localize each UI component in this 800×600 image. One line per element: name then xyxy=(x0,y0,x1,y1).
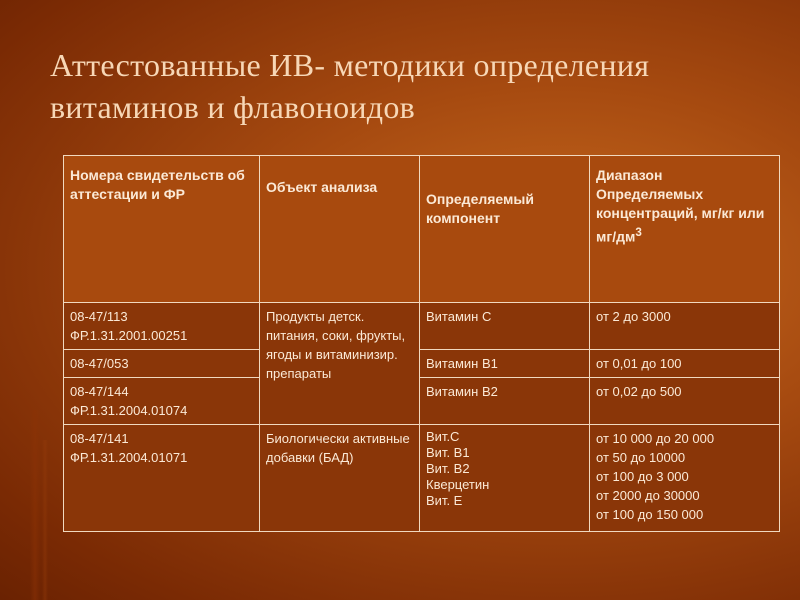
range-item: от 100 до 150 000 xyxy=(596,507,704,522)
certificate-number: 08-47/141 xyxy=(70,431,129,446)
header-certificate-numbers: Номера свидетельств об аттестации и ФР xyxy=(64,156,260,303)
table-row xyxy=(64,303,780,350)
range-list-cell xyxy=(590,425,780,532)
range-item: от 10 000 до 20 000 xyxy=(596,431,715,446)
header-range-superscript: 3 xyxy=(635,226,642,239)
header-analysis-object: Объект анализа xyxy=(260,156,420,303)
component-item: Вит. В2 xyxy=(426,461,470,476)
component-item: Кверцетин xyxy=(426,477,490,492)
component-item: Вит.С xyxy=(426,429,460,444)
decorative-stripe-2 xyxy=(42,440,48,600)
fr-number: ФР.1.31.2004.01074 xyxy=(70,403,188,418)
certificate-number: 08-47/144 xyxy=(70,384,129,399)
component-cell: Витамин С xyxy=(420,303,590,350)
analysis-object-cell: Биологически активные добавки (БАД) xyxy=(260,425,420,532)
range-cell: от 2 до 3000 xyxy=(590,303,780,350)
certificate-cell xyxy=(64,378,260,425)
component-cell: Витамин В2 xyxy=(420,378,590,425)
certificate-cell xyxy=(64,303,260,350)
decorative-stripe xyxy=(30,410,40,600)
header-component: Определяемый компонент xyxy=(420,156,590,303)
component-list-cell xyxy=(420,425,590,532)
analysis-object-cell: Продукты детск. питания, соки, фрукты, ягоды и витаминизир. препараты xyxy=(260,303,420,425)
header-concentration-range xyxy=(590,156,780,303)
table-header-row xyxy=(64,156,780,303)
range-cell: от 0,01 до 100 xyxy=(590,350,780,378)
header-range-text: Диапазон Определяемых концентраций, мг/кг или мг/дм xyxy=(596,167,765,245)
range-cell: от 0,02 до 500 xyxy=(590,378,780,425)
table-row xyxy=(64,378,780,425)
fr-number: ФР.1.31.2001.00251 xyxy=(70,328,188,343)
component-item: Вит. Е xyxy=(426,493,463,508)
certificate-number: 08-47/053 xyxy=(64,350,260,378)
range-item: от 50 до 10000 xyxy=(596,450,686,465)
methods-table xyxy=(63,155,780,532)
table-row xyxy=(64,425,780,532)
component-cell: Витамин В1 xyxy=(420,350,590,378)
range-item: от 2000 до 30000 xyxy=(596,488,700,503)
certificate-cell xyxy=(64,425,260,532)
certificate-number: 08-47/113 xyxy=(70,309,128,324)
range-item: от 100 до 3 000 xyxy=(596,469,689,484)
component-item: Вит. В1 xyxy=(426,445,470,460)
fr-number: ФР.1.31.2004.01071 xyxy=(70,450,188,465)
table-row xyxy=(64,350,780,378)
slide-title: Аттестованные ИВ- методики определения витаминов и флавоноидов xyxy=(50,47,650,125)
